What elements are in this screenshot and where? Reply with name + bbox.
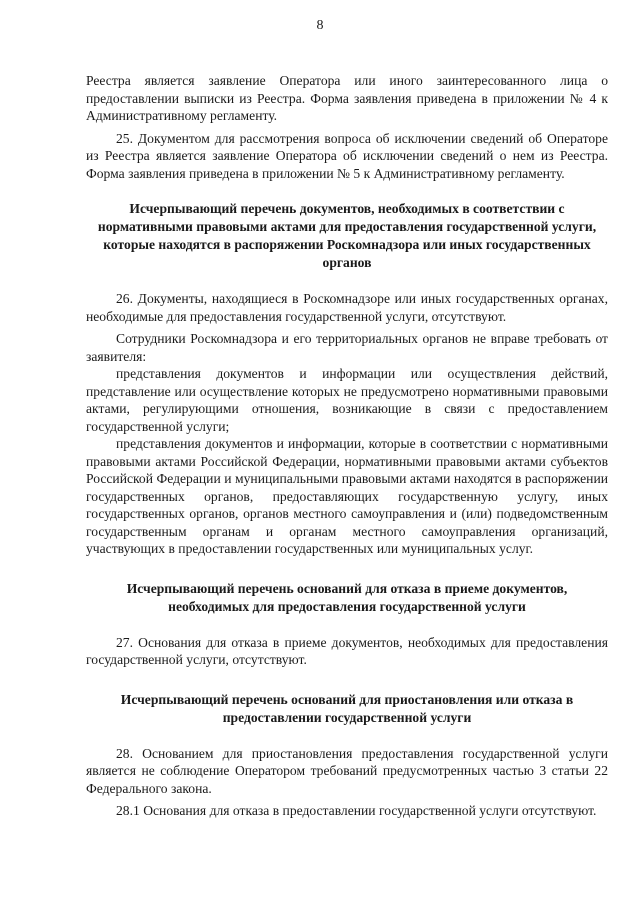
paragraph-26-employees: Сотрудники Роскомнадзора и его территориальных органов не вправе требовать от заявителя: [86, 331, 608, 364]
paragraph-26-item-1: представления документов и информации или осуществления действий, представление или осуществление которых не предусмотрено нормативными правовыми актами, регулирующими отношения, возникающие в связи с предоставлением государственной услуги; [86, 366, 608, 434]
paragraph-27: 27. Основания для отказа в приеме документов, необходимых для предоставления государственной услуги, отсутствуют. [86, 634, 608, 667]
paragraph-25: 25. Документом для рассмотрения вопроса об исключении сведений об Операторе из Реестра является заявление Оператора об исключении сведений о нем из Реестра. Форма заявления приведена в приложении № 5 к Административному регламенту. [86, 130, 608, 181]
document-body [86, 72, 608, 820]
paragraph-continuation: Реестра является заявление Оператора или иного заинтересованного лица о предоставлении выписки из Реестра. Форма заявления приведена в приложении № 4 к Административному регламенту. [86, 73, 608, 123]
paragraph-26: 26. Документы, находящиеся в Роскомнадзоре или иных государственных органах, необходимые для предоставления государственной услуги, отсутствуют. [86, 291, 608, 324]
paragraph-26-item-2: представления документов и информации, которые в соответствии с нормативными правовыми актами Российской Федерации, нормативными правовыми актами субъектов Российской Федерации и муниципальными правовыми актами находятся в распоряжении государственных органов, предоставляющих государственную услугу, иных государственных органов, органов местного самоуправления и (или) подведомственным государственным органам и органам местного самоуправления организаций, участвующих в предоставлении государственных или муниципальных услуг. [86, 436, 608, 556]
paragraph-28-1: 28.1 Основания для отказа в предоставлении государственной услуги отсутствуют. [116, 803, 597, 818]
section-heading-documents: Исчерпывающий перечень документов, необходимых в соответствии с нормативными правовыми актами для предоставления государственной услуги, которые находятся в распоряжении Роскомнадзора или иных государственных органов [97, 201, 597, 270]
paragraph-28: 28. Основанием для приостановления предоставления государственной услуги является не соблюдение Оператором требований предусмотренных частью 3 статьи 22 Федерального закона. [86, 745, 608, 796]
section-heading-suspension: Исчерпывающий перечень оснований для приостановления или отказа в предоставлении государственной услуги [120, 691, 574, 725]
page-number: 8 [316, 18, 324, 33]
section-heading-refusal-acceptance: Исчерпывающий перечень оснований для отказа в приеме документов, необходимых для предоставления государственной услуги [126, 580, 568, 614]
